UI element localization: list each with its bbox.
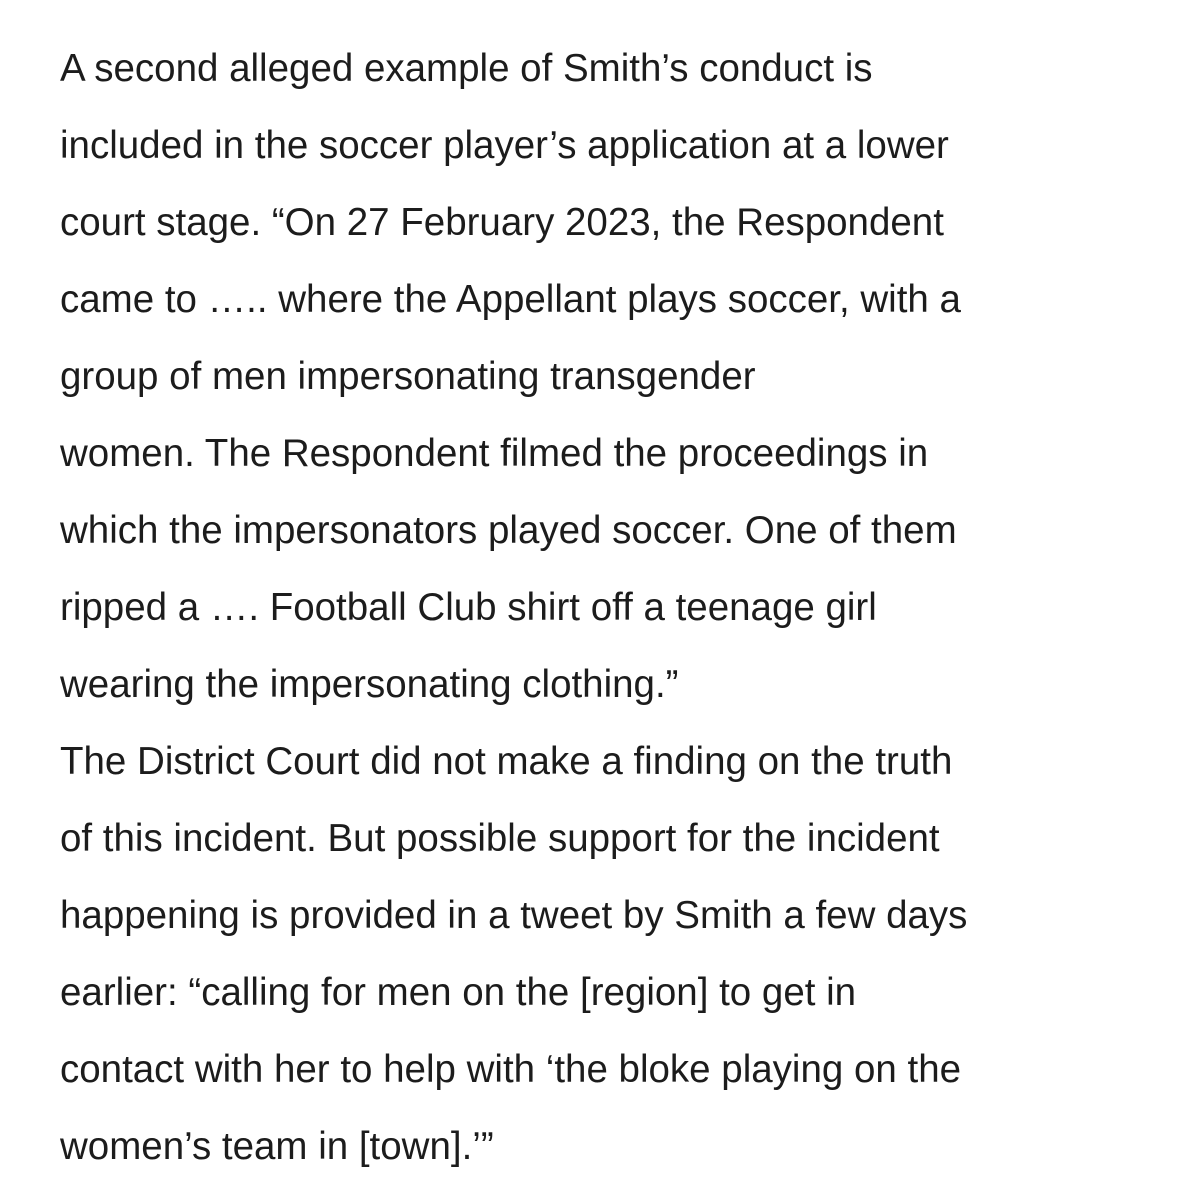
text-line: which the impersonators played soccer. One of them [60, 509, 957, 552]
text-line: wearing the impersonating clothing.” [60, 663, 679, 706]
text-line: earlier: “calling for men on the [region] to get in [60, 971, 857, 1014]
text-line: A second alleged example of Smith’s conduct is [60, 47, 873, 90]
text-line: happening is provided in a tweet by Smith a few days [60, 894, 968, 937]
text-line: group of men impersonating transgender [60, 355, 756, 398]
text-line: ripped a …. Football Club shirt off a teenage girl [60, 586, 877, 629]
text-line: contact with her to help with ‘the bloke playing on the [60, 1048, 962, 1091]
text-line: court stage. “On 27 February 2023, the Respondent [60, 201, 944, 244]
text-line: of this incident. But possible support for the incident [60, 817, 940, 860]
text-line: women. The Respondent filmed the proceedings in [60, 432, 929, 475]
text-line: women’s team in [town].’” [60, 1125, 494, 1168]
text-line: came to ….. where the Appellant plays soccer, with a [60, 278, 961, 321]
text-line: included in the soccer player’s application at a lower [60, 124, 949, 167]
text-line: The District Court did not make a finding on the truth [60, 740, 953, 783]
